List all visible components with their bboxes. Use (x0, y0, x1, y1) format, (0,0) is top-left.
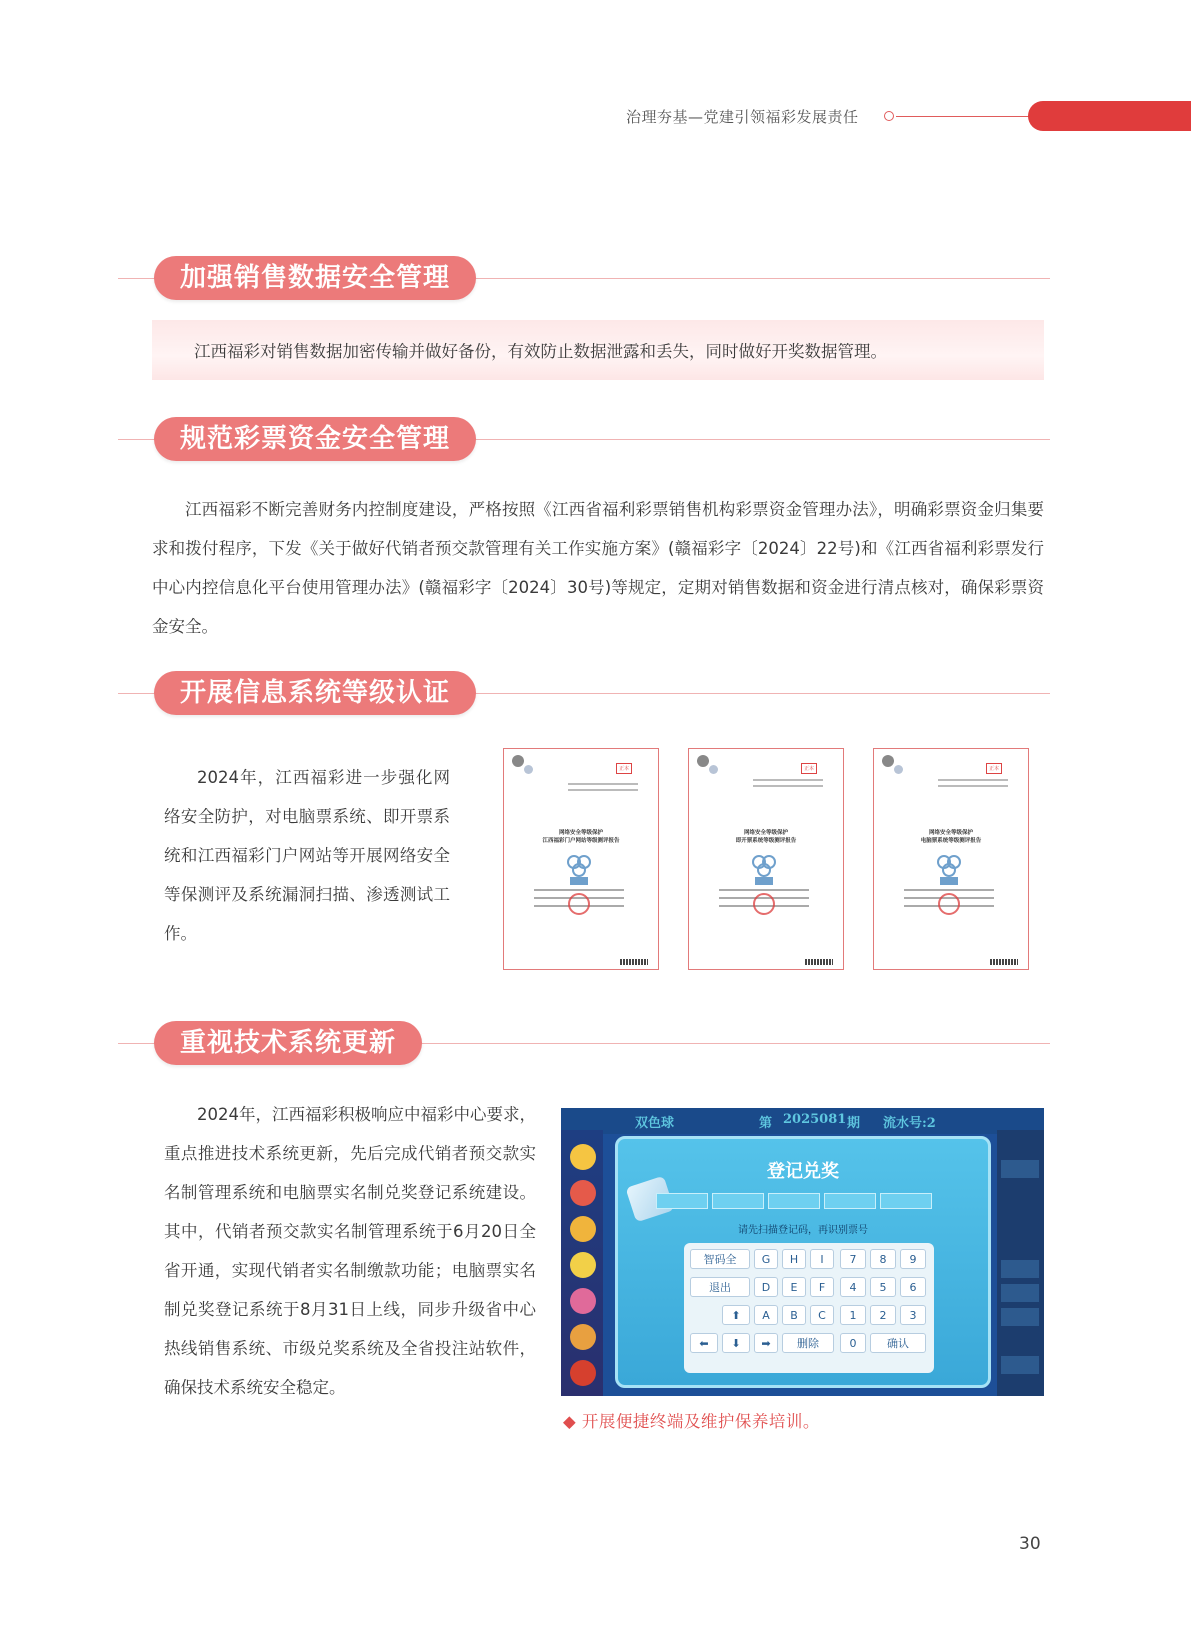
key-d[interactable]: D (754, 1277, 778, 1297)
badge-icon (697, 755, 709, 767)
certificate-tag: 正本 (616, 763, 632, 774)
key-smart-code[interactable]: 智码全 (690, 1249, 750, 1269)
badge-icon (709, 765, 718, 774)
terminal-right-panel (997, 1130, 1044, 1396)
key-delete[interactable]: 删除 (782, 1333, 834, 1353)
certificate-title: 网络安全等级保护 即开票系统等级测评报告 (735, 830, 797, 844)
badge-icon (894, 765, 903, 774)
key-left-arrow-icon[interactable]: ⬅ (690, 1333, 718, 1353)
certificate-title: 网络安全等级保护 电脑票系统等级测评报告 (920, 830, 982, 844)
dialog-hint: 请先扫描登记码，再识别票号 (738, 1225, 868, 1236)
key-h[interactable]: H (782, 1249, 806, 1269)
key-right-arrow-icon[interactable]: ➡ (754, 1333, 778, 1353)
paragraph-system-certification: 2024年，江西福彩进一步强化网络安全防护，对电脑票系统、即开票系统和江西福彩门户网站等开展网络安全等保测评及系统漏洞扫描、渗透测试工作。 (164, 768, 450, 943)
certificate-tag: 正本 (801, 763, 817, 774)
section-heading-system-certification (118, 671, 1050, 715)
game-name: 双色球 (635, 1116, 675, 1131)
badge-icon (512, 755, 524, 767)
key-5[interactable]: 5 (870, 1277, 896, 1297)
terminal-photo (561, 1108, 1044, 1396)
key-6[interactable]: 6 (900, 1277, 926, 1297)
welfare-lottery-logo-icon (751, 853, 777, 887)
paragraph-fund-security: 江西福彩不断完善财务内控制度建设，严格按照《江西省福利彩票销售机构彩票资金管理办法》，明确彩票资金归集要求和拨付程序，下发《关于做好代销者预交款管理有关工作实施方案》(赣福彩字〔2024〕22号)和《江西省福利彩票发行中心内控信息化平台使用管理办法》(赣福彩字〔2024〕30号)等规定，定期对销售数据和资金进行清点核对，确保彩票资金安全。 (152, 500, 1044, 636)
certificate-instant-ticket-report (688, 748, 844, 970)
key-3[interactable]: 3 (900, 1305, 926, 1325)
key-0[interactable]: 0 (840, 1333, 866, 1353)
header-rule (896, 116, 1032, 117)
game-icon (570, 1288, 596, 1314)
page-number: 30 (1019, 1534, 1041, 1554)
welfare-lottery-logo-icon (566, 853, 592, 887)
certificate-title: 网络安全等级保护 江西福彩门户网站等级测评报告 (542, 830, 620, 844)
key-c[interactable]: C (810, 1305, 834, 1325)
redeem-dialog (615, 1136, 991, 1388)
key-7[interactable]: 7 (840, 1249, 866, 1269)
dialog-title: 登记兑奖 (767, 1161, 839, 1182)
key-8[interactable]: 8 (870, 1249, 896, 1269)
key-down-arrow-icon[interactable]: ⬇ (722, 1333, 750, 1353)
key-exit[interactable]: 退出 (690, 1277, 750, 1297)
qr-code-icon (620, 959, 648, 965)
key-a[interactable]: A (754, 1305, 778, 1325)
game-icon (570, 1324, 596, 1350)
photo-caption: ◆ 开展便捷终端及维护保养培训。 (563, 1412, 820, 1431)
paragraph-tech-update: 2024年，江西福彩积极响应中福彩中心要求，重点推进技术系统更新，先后完成代销者预交款实名制管理系统和电脑票实名制兑奖登记系统建设。其中，代销者预交款实名制管理系统于6月20日全省开通，实现代销者实名制缴款功能；电脑票实名制兑奖登记系统于8月31日上线，同步升级省中心热线销售系统、市级兑奖系统及全省投注站软件，确保技术系统安全稳定。 (164, 1105, 536, 1397)
certificate-tag: 正本 (986, 763, 1002, 774)
game-icon (570, 1252, 596, 1278)
key-e[interactable]: E (782, 1277, 806, 1297)
game-icon (570, 1360, 596, 1386)
welfare-lottery-logo-icon (936, 853, 962, 887)
certificate-computer-ticket-report (873, 748, 1029, 970)
badge-icon (882, 755, 894, 767)
serial-number: 流水号:2 (883, 1116, 936, 1131)
qr-code-icon (805, 959, 833, 965)
red-seal-icon (753, 893, 775, 915)
heading-label: 规范彩票资金安全管理 (154, 417, 476, 461)
key-b[interactable]: B (782, 1305, 806, 1325)
game-icon (570, 1144, 596, 1170)
key-9[interactable]: 9 (900, 1249, 926, 1269)
key-up-arrow-icon[interactable]: ⬆ (722, 1305, 750, 1325)
terminal-status-bar (561, 1108, 1044, 1134)
code-slots (656, 1193, 956, 1209)
section-heading-fund-security (118, 417, 1050, 461)
key-4[interactable]: 4 (840, 1277, 866, 1297)
key-g[interactable]: G (754, 1249, 778, 1269)
qr-code-icon (990, 959, 1018, 965)
issue-label: 第 (759, 1116, 773, 1131)
red-seal-icon (938, 893, 960, 915)
key-f[interactable]: F (810, 1277, 834, 1297)
keypad (684, 1243, 934, 1373)
header-red-tab (1028, 101, 1191, 131)
heading-label: 加强销售数据安全管理 (154, 256, 476, 300)
running-header-title: 治理夯基—党建引领福彩发展责任 (626, 108, 859, 126)
terminal-game-sidebar (561, 1130, 603, 1396)
issue-number: 2025081 (783, 1112, 847, 1127)
callout-text: 江西福彩对销售数据加密传输并做好备份，有效防止数据泄露和丢失，同时做好开奖数据管理。 (194, 342, 887, 361)
certificate-portal-report (503, 748, 659, 970)
game-icon (570, 1180, 596, 1206)
callout-box (152, 320, 1044, 380)
heading-label: 开展信息系统等级认证 (154, 671, 476, 715)
heading-label: 重视技术系统更新 (154, 1021, 422, 1065)
section-heading-tech-update (118, 1021, 1050, 1065)
game-icon (570, 1216, 596, 1242)
key-confirm[interactable]: 确认 (870, 1333, 926, 1353)
key-1[interactable]: 1 (840, 1305, 866, 1325)
key-2[interactable]: 2 (870, 1305, 896, 1325)
key-i[interactable]: I (810, 1249, 834, 1269)
header-circle-ornament (884, 111, 894, 121)
issue-unit: 期 (847, 1116, 861, 1131)
section-heading-data-security (118, 256, 1050, 300)
red-seal-icon (568, 893, 590, 915)
badge-icon (524, 765, 533, 774)
